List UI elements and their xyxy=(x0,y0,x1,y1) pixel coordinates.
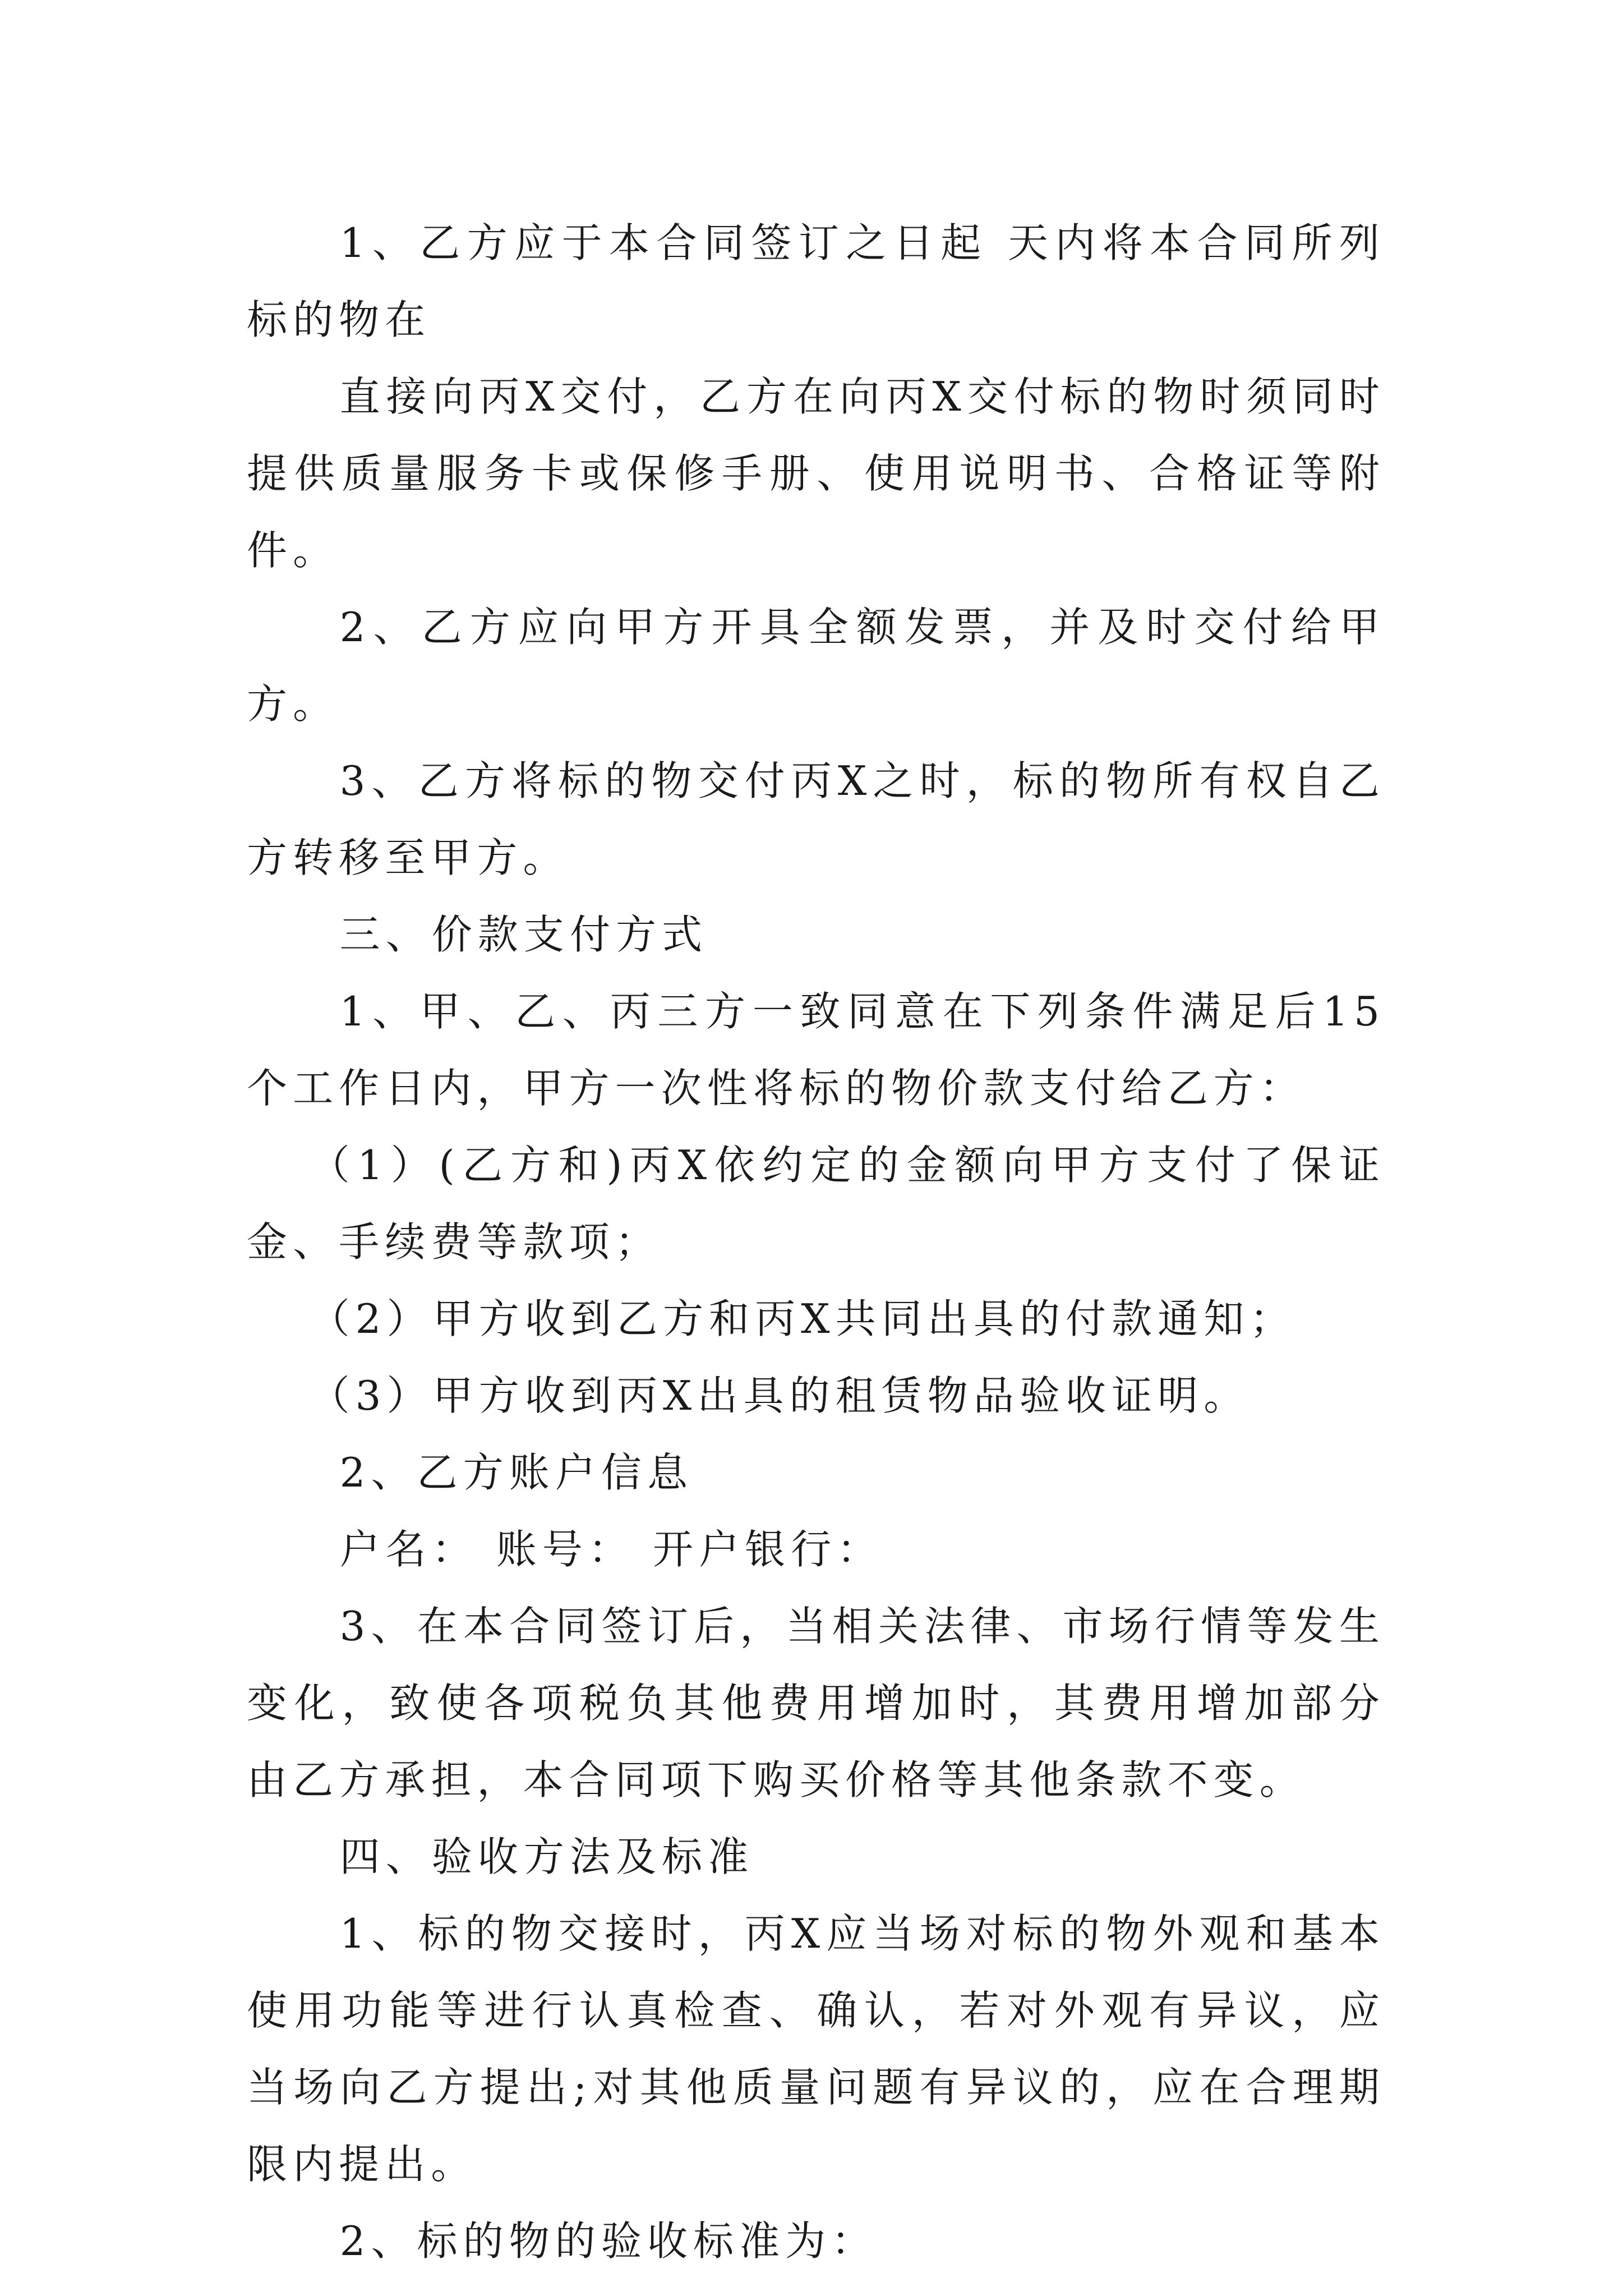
paragraph-inspection: 1、标的物交接时，丙X应当场对标的物外观和基本使用功能等进行认真检查、确认，若对外观有异议，应当场向乙方提出;对其他质量问题有异议的，应在合理期限内提出。 xyxy=(247,1910,1385,2188)
paragraph-payment-conditions: 1、甲、乙、丙三方一致同意在下列条件满足后15个工作日内，甲方一次性将标的物价款支付给乙方： xyxy=(247,988,1385,1112)
paragraph-account-fields: 户名： 账号： 开户银行： xyxy=(339,1526,883,1573)
paragraph-condition-1: （1）(乙方和)丙X依约定的金额向甲方支付了保证金、手续费等款项； xyxy=(247,1142,1385,1266)
paragraph-delivery-deadline: 1、乙方应于本合同签订之日起 天内将本合同所列标的物在 xyxy=(247,219,1385,343)
section-heading-payment: 三、价款支付方式 xyxy=(339,911,708,958)
document-body xyxy=(247,205,1385,2280)
paragraph-condition-3: （3）甲方收到丙X出具的租赁物品验收证明。 xyxy=(309,1372,1250,1419)
paragraph-delivery-to-bing: 直接向丙X交付，乙方在向丙X交付标的物时须同时提供质量服务卡或保修手册、使用说明书、合格证等附件。 xyxy=(247,373,1385,574)
paragraph-cost-changes: 3、在本合同签订后，当相关法律、市场行情等发生变化，致使各项税负其他费用增加时，其费用增加部分由乙方承担，本合同项下购买价格等其他条款不变。 xyxy=(247,1603,1385,1803)
paragraph-invoice: 2、乙方应向甲方开具全额发票，并及时交付给甲方。 xyxy=(247,604,1385,728)
section-heading-acceptance: 四、验收方法及标准 xyxy=(339,1833,754,1880)
paragraph-account-info-heading: 2、乙方账户信息 xyxy=(339,1449,694,1496)
paragraph-condition-2: （2）甲方收到乙方和丙X共同出具的付款通知； xyxy=(309,1295,1296,1342)
paragraph-ownership-transfer: 3、乙方将标的物交付丙X之时，标的物所有权自乙方转移至甲方。 xyxy=(247,757,1385,881)
paragraph-acceptance-standard: 2、标的物的验收标准为： xyxy=(339,2217,878,2265)
